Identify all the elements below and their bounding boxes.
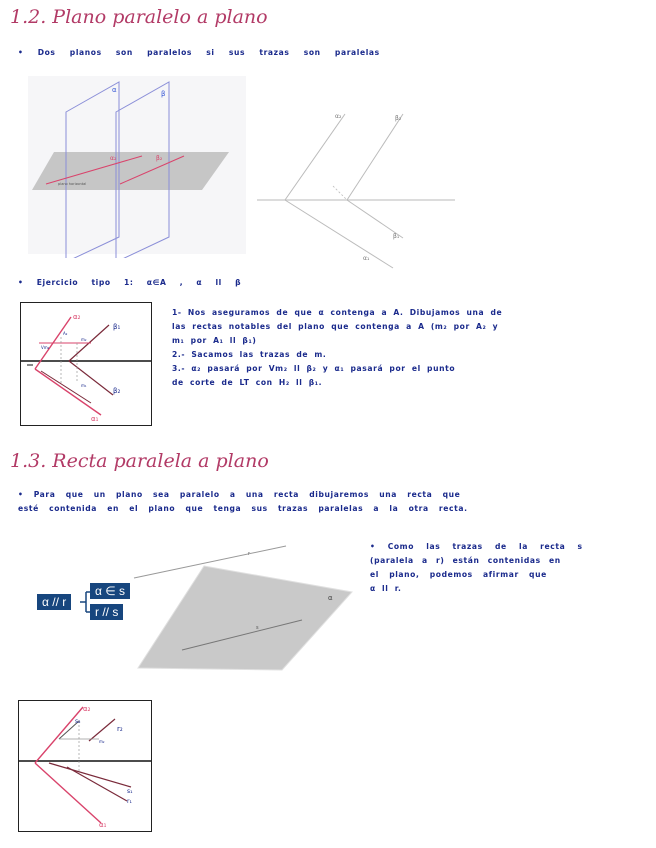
label-r2: r₂ bbox=[117, 725, 123, 733]
label-m2: m₂ bbox=[99, 739, 105, 744]
trace-a2 bbox=[35, 707, 83, 763]
label-m2: m₂ bbox=[81, 337, 87, 342]
tag-r-parallel-s: r // s bbox=[90, 604, 123, 620]
step-line: 1- Nos aseguramos de que α contenga a A. Dibujamos una de bbox=[172, 308, 503, 317]
bullet-parallel-planes: • Dos planos son paralelos si sus trazas son paralelas bbox=[18, 48, 380, 57]
label-a-pt: A₂ bbox=[63, 331, 68, 336]
section-title-1-2: 1.2. Plano paralelo a plano bbox=[10, 6, 268, 28]
label-a1: α₁ bbox=[91, 415, 99, 423]
note-block bbox=[370, 540, 583, 596]
trace-a2 bbox=[285, 114, 345, 200]
exercise-figure-2 bbox=[18, 700, 152, 832]
step-line: m₁ por A₁ ll β₁) bbox=[172, 336, 257, 345]
label-b2: β₂ bbox=[113, 387, 121, 395]
step-line: las rectas notables del plano que contenga a A (m₂ por A₂ y bbox=[172, 322, 499, 331]
line-s1 bbox=[49, 763, 131, 787]
label-a2: α₂ bbox=[110, 155, 117, 162]
bullet-line-plane bbox=[18, 488, 468, 516]
label-b1: β₁ bbox=[113, 323, 121, 331]
trace-b1 bbox=[69, 361, 113, 395]
label-alpha: α bbox=[328, 594, 333, 602]
label-vm: Vm₂ bbox=[41, 345, 50, 350]
step-line: de corte de LT con H₂ ll β₁. bbox=[172, 378, 323, 387]
label-b2: β₂ bbox=[395, 115, 402, 122]
label-b2: β₂ bbox=[156, 155, 163, 162]
trace-a1 bbox=[285, 200, 393, 268]
step-line: 3.- α₂ pasará por Vm₂ ll β₂ y α₁ pasará por el punto bbox=[172, 364, 456, 373]
label-a2: α₂ bbox=[73, 313, 81, 321]
label-plane: plano horizontal bbox=[58, 182, 87, 186]
note-line: • Como las trazas de la recta s bbox=[370, 542, 583, 551]
label-r1: r₁ bbox=[127, 798, 132, 805]
label-b1: β₁ bbox=[393, 233, 400, 240]
label-s: s bbox=[256, 625, 259, 631]
label-s2: s₂ bbox=[75, 718, 81, 725]
plane-alpha bbox=[138, 566, 352, 670]
trace-a1 bbox=[35, 763, 101, 823]
label-s1: s₁ bbox=[127, 788, 133, 795]
step-line: 2.- Sacamos las trazas de m. bbox=[172, 350, 327, 359]
label-alpha: α bbox=[112, 86, 117, 94]
trace-a1 bbox=[35, 369, 101, 415]
note-line: (paralela a r) están contenidas en bbox=[370, 556, 561, 565]
note-line: α ll r. bbox=[370, 584, 402, 593]
label-m1: m₁ bbox=[81, 383, 87, 388]
exercise-heading: • Ejercicio tipo 1: α∈A , α ll β bbox=[18, 278, 242, 287]
tag-alpha-contains-s: α ∈ s bbox=[90, 583, 130, 599]
tag-alpha-parallel-r: α // r bbox=[37, 594, 71, 610]
label-a1: α₁ bbox=[363, 255, 370, 262]
bullet-line: • Para que un plano sea paralelo a una recta dibujaremos una recta que bbox=[18, 490, 461, 499]
line-r1 bbox=[67, 767, 127, 801]
trace-b2 bbox=[347, 114, 403, 200]
label-a1: α₁ bbox=[99, 821, 107, 829]
label-a2: α₂ bbox=[83, 705, 91, 713]
label-beta: β bbox=[161, 90, 166, 98]
label-r: r bbox=[248, 551, 251, 557]
figure-parallel-planes-3d bbox=[24, 72, 250, 258]
label-a2: α₂ bbox=[335, 113, 342, 120]
exercise-steps bbox=[172, 306, 502, 390]
exercise-figure-1 bbox=[20, 302, 152, 426]
line-r2 bbox=[89, 719, 115, 741]
bullet-line: esté contenida en el plano que tenga sus trazas paralelas a la otra recta. bbox=[18, 504, 468, 513]
figure-line-plane-3d bbox=[132, 540, 360, 680]
section-title-1-3: 1.3. Recta paralela a plano bbox=[10, 450, 269, 472]
note-line: el plano, podemos afirmar que bbox=[370, 570, 547, 579]
figure-parallel-planes-2d bbox=[255, 88, 465, 278]
